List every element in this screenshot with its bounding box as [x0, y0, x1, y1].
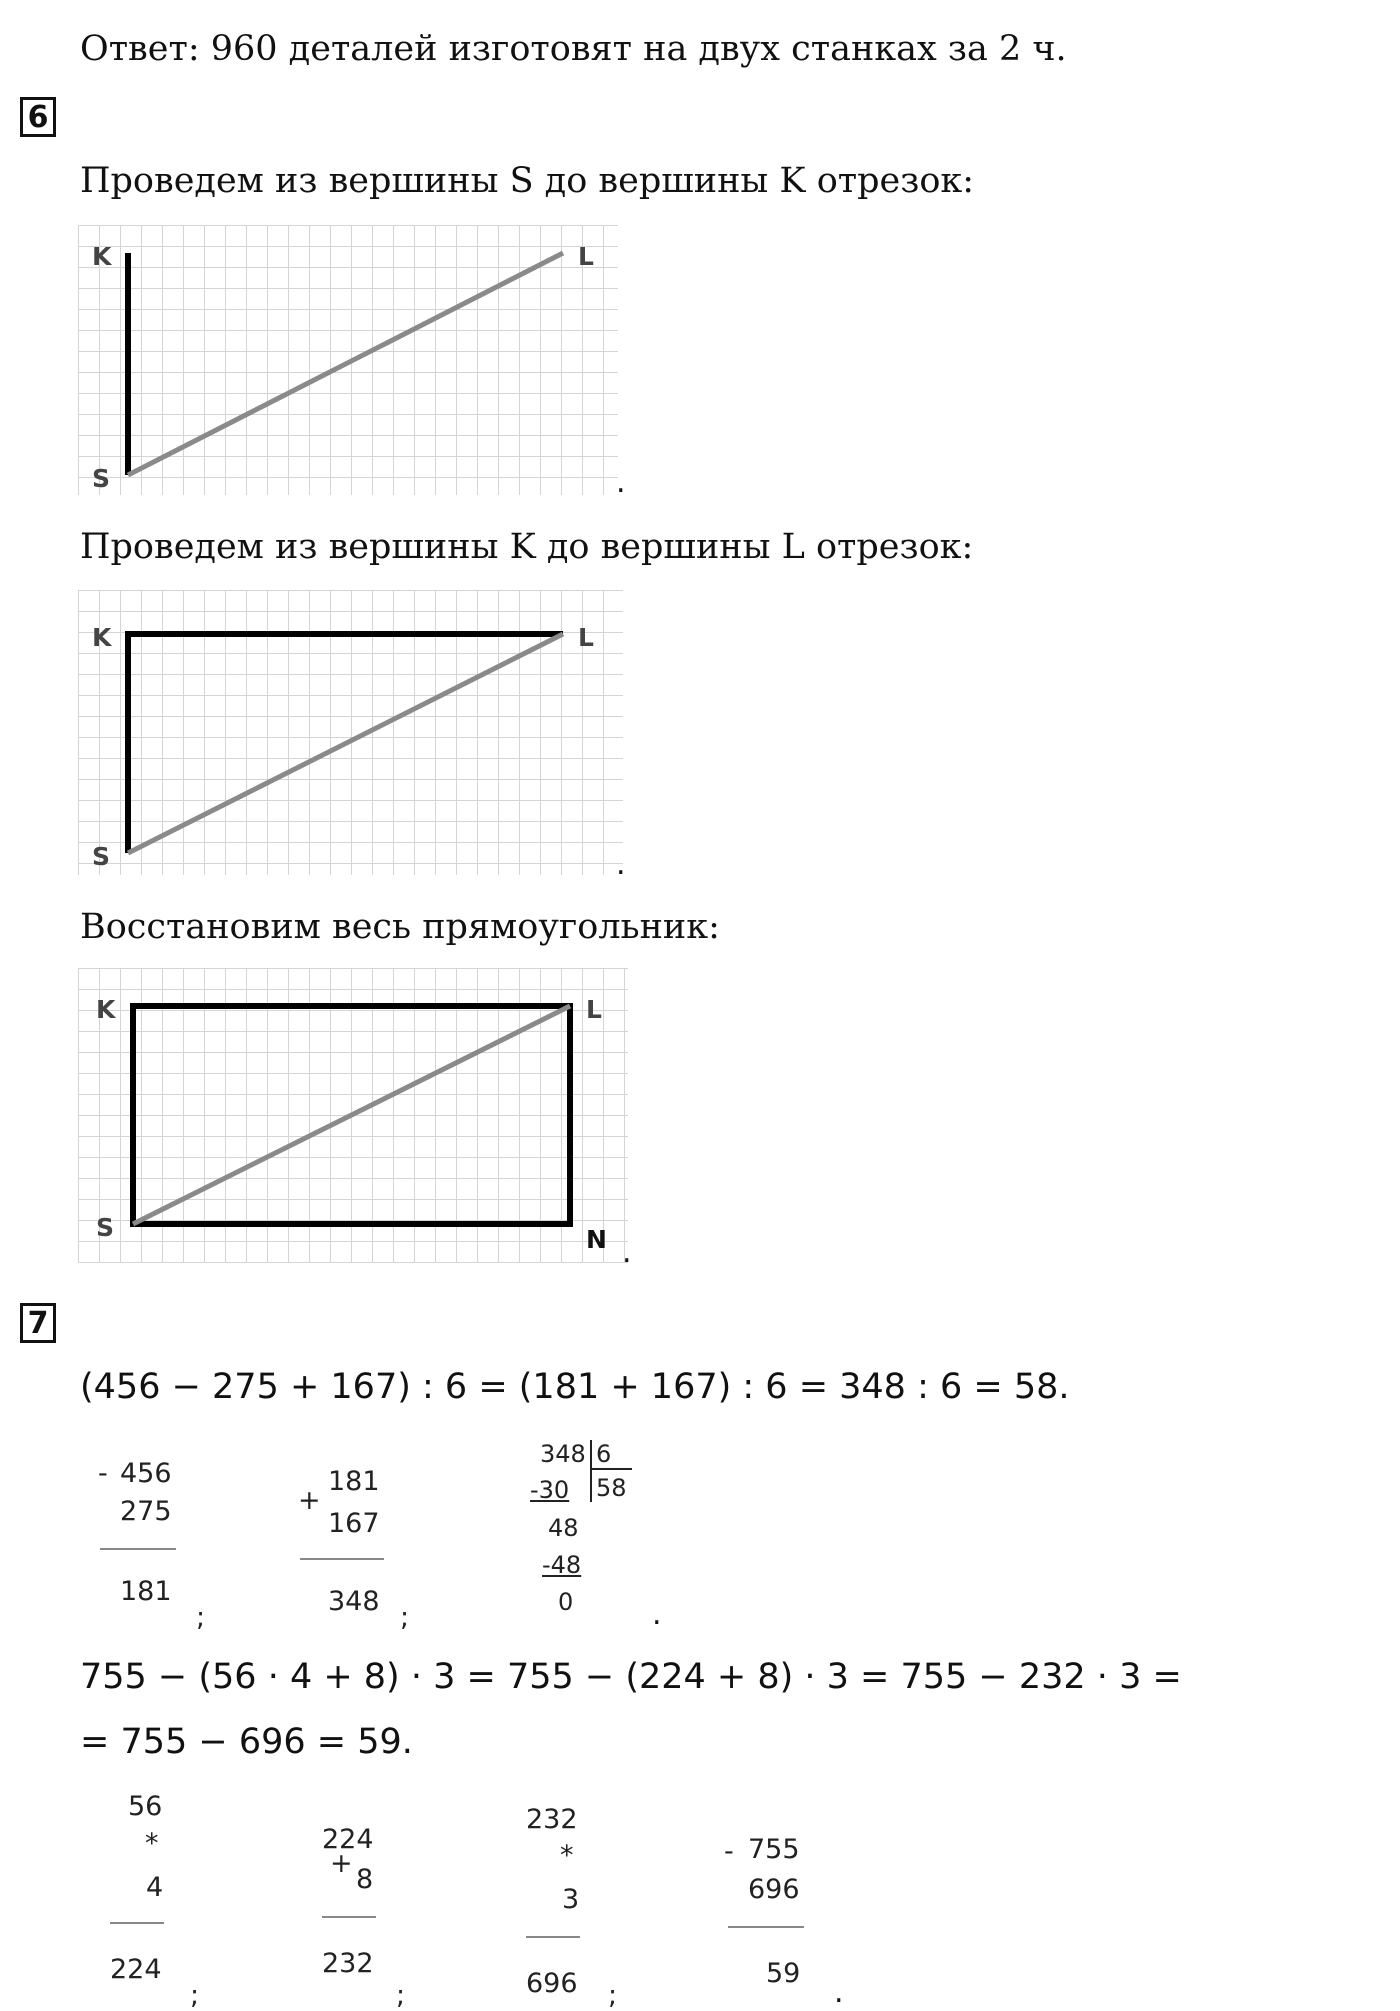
- vertex-label-l: L: [586, 995, 602, 1024]
- figure2-period: .: [616, 847, 626, 882]
- task7-equation2-line2: = 755 − 696 = 59.: [80, 1722, 413, 1762]
- task7-equation2-line1: 755 − (56 · 4 + 8) · 3 = 755 − (224 + 8) · 3 = 755 − 232 · 3 =: [80, 1657, 1182, 1697]
- task6-step1-text: Проведем из вершины S до вершины K отрезок:: [80, 161, 975, 201]
- task-number-7: 7: [20, 1303, 56, 1343]
- figure3-period: .: [622, 1235, 632, 1270]
- figure-segment-sk: [78, 225, 618, 495]
- vertex-label-s: S: [92, 842, 111, 871]
- figure-rectangle-klns: [78, 968, 628, 1263]
- task6-step2-text: Проведем из вершины K до вершины L отрезок:: [80, 527, 974, 567]
- vertex-label-k: K: [92, 242, 112, 271]
- answer-line: Ответ: 960 деталей изготовят на двух станках за 2 ч.: [80, 29, 1067, 69]
- figure-segment-kl: [78, 590, 623, 875]
- vertex-label-l: L: [578, 623, 594, 652]
- task7-equation1: (456 − 275 + 167) : 6 = (181 + 167) : 6 = 348 : 6 = 58.: [80, 1367, 1070, 1407]
- vertex-label-k: K: [96, 995, 116, 1024]
- vertex-label-k: K: [92, 623, 112, 652]
- task6-step3-text: Восстановим весь прямоугольник:: [80, 907, 720, 947]
- vertex-label-n: N: [586, 1225, 607, 1254]
- vertex-label-l: L: [578, 242, 594, 271]
- vertex-label-s: S: [96, 1213, 115, 1242]
- task-number-6: 6: [20, 97, 56, 137]
- figure1-period: .: [616, 465, 626, 500]
- vertex-label-s: S: [92, 464, 111, 493]
